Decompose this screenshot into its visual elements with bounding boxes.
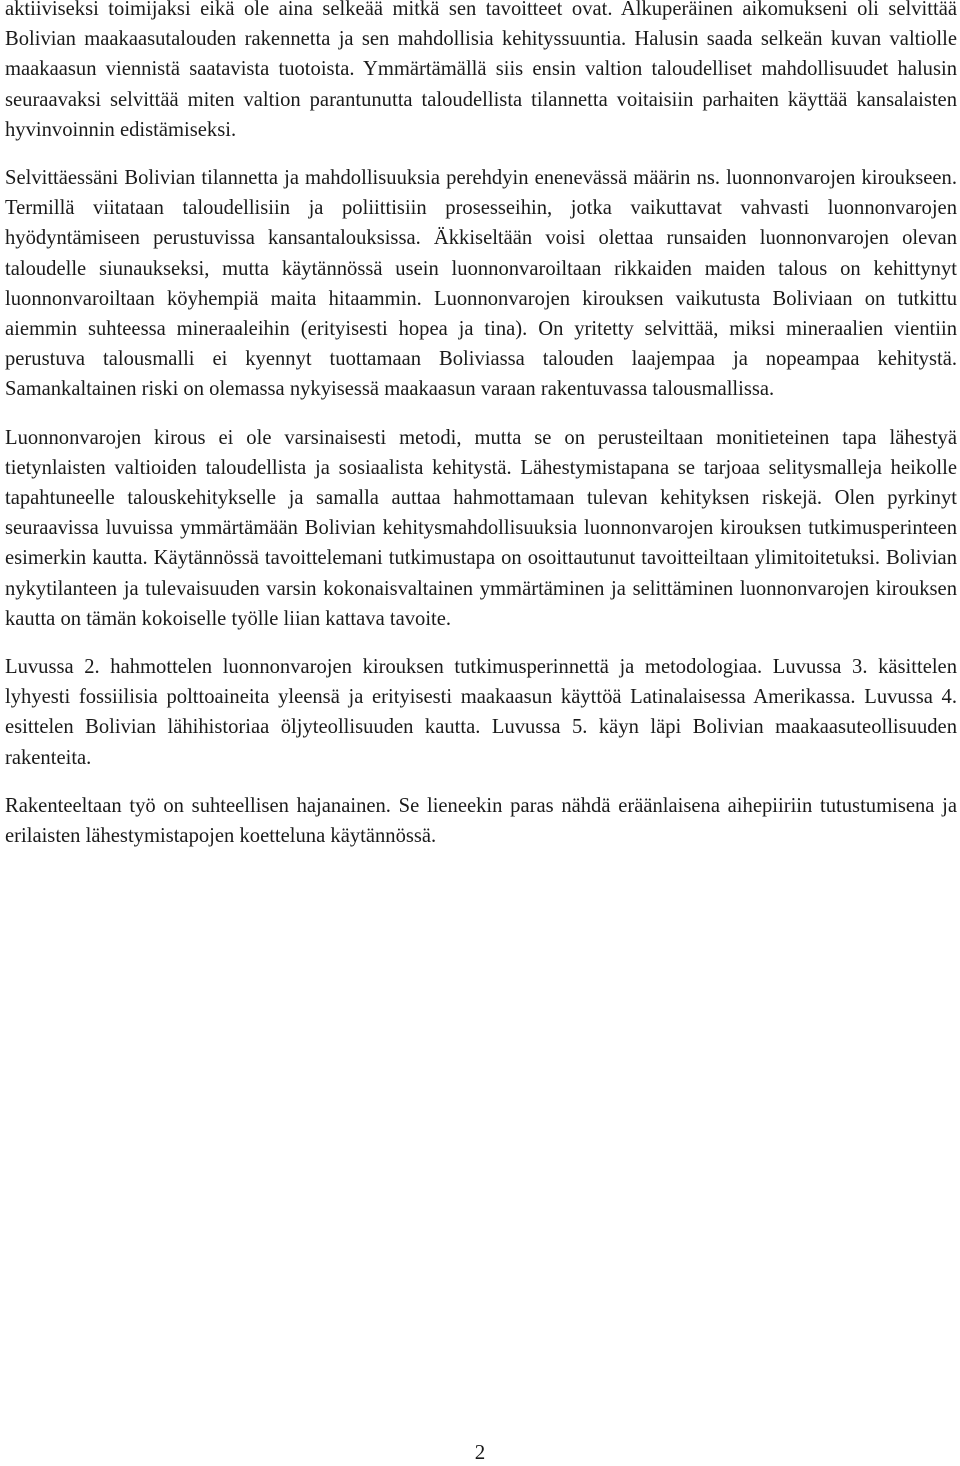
body-paragraph-1: aktiiviseksi toimijaksi eikä ole aina selkeää mitkä sen tavoitteet ovat. Alkuperäinen aikomukseni oli selvittää Bolivian maakaasutalouden rakennetta ja sen mahdollisia kehityssuuntia. Halusin saada selkeän kuvan valtiolle maakaasun viennistä saatavista tuotoista. Ymmärtämällä siis ensin valtion taloudelliset mahdollisuudet halusin seuraavaksi selvittää miten valtion parantunutta taloudellista tilannetta voitaisiin parhaiten käyttää kansalaisten hyvinvoinnin edistämiseksi. [5,0,957,141]
document-page [5,0,957,851]
body-paragraph-2: Selvittäessäni Bolivian tilannetta ja mahdollisuuksia perehdyin enenevässä määrin ns. luonnonvarojen kiroukseen. Termillä viitataan taloudellisiin ja poliittisiin prosesseihin, jotka vaikuttavat vahvasti luonnonvarojen hyödyntämiseen perustuvissa kansantalouksissa. Äkkiseltään voisi olettaa runsaiden luonnonvarojen olevan taloudelle siunaukseksi, mutta käytännössä usein luonnonvaroiltaan rikkaiden maiden talous on kehittynyt luonnonvaroiltaan köyhempiä maita hitaammin. Luonnonvarojen kirouksen vaikutusta Boliviaan on tutkittu aiemmin suhteessa mineraaleihin (erityisesti hopea ja tina). On yritetty selvittää, miksi mineraalien vientiin perustuva talousmalli ei kyennyt tuottamaan Boliviassa talouden laajempaa ja nopeampaa kehitystä. Samankaltainen riski on olemassa nykyisessä maakaasun varaan rakentuvassa talousmallissa. [5,167,957,401]
body-paragraph-5: Rakenteeltaan työ on suhteellisen hajanainen. Se lieneekin paras nähdä eräänlaisena aihepiiriin tutustumisena ja erilaisten lähestymistapojen koetteluna käytännössä. [5,794,957,848]
body-paragraph-4: Luvussa 2. hahmottelen luonnonvarojen kirouksen tutkimusperinnettä ja metodologiaa. Luvussa 3. käsittelen lyhyesti fossiilisia polttoaineita yleensä ja erityisesti maakaasun käyttöä Latinalaisessa Amerikassa. Luvussa 4. esittelen Bolivian lähihistoriaa öljyteollisuuden kautta. Luvussa 5. käyn läpi Bolivian maakaasuteollisuuden rakenteita. [5,656,957,769]
page-number: 2 [474,1440,486,1464]
body-paragraph-3: Luonnonvarojen kirous ei ole varsinaisesti metodi, mutta se on perusteiltaan monitieteinen tapa lähestyä tietynlaisten valtioiden taloudellista ja sosiaalista kehitystä. Lähestymistapana se tarjoaa selitysmalleja heikolle tapahtuneelle talouskehitykselle ja samalla auttaa hahmottamaan tulevan kehityksen riskejä. Olen pyrkinyt seuraavissa luvuissa ymmärtämään Bolivian kehitysmahdollisuuksia luonnonvarojen kirouksen tutkimusperinteen esimerkin kautta. Käytännössä tavoittelemani tutkimustapa on osoittautunut tavoitteiltaan ylimitoitetuksi. Bolivian nykytilanteen ja tulevaisuuden varsin kokonaisvaltainen ymmärtäminen ja selittäminen luonnonvarojen kirouksen kautta on tämän kokoiselle työlle liian kattava tavoite. [5,426,957,630]
